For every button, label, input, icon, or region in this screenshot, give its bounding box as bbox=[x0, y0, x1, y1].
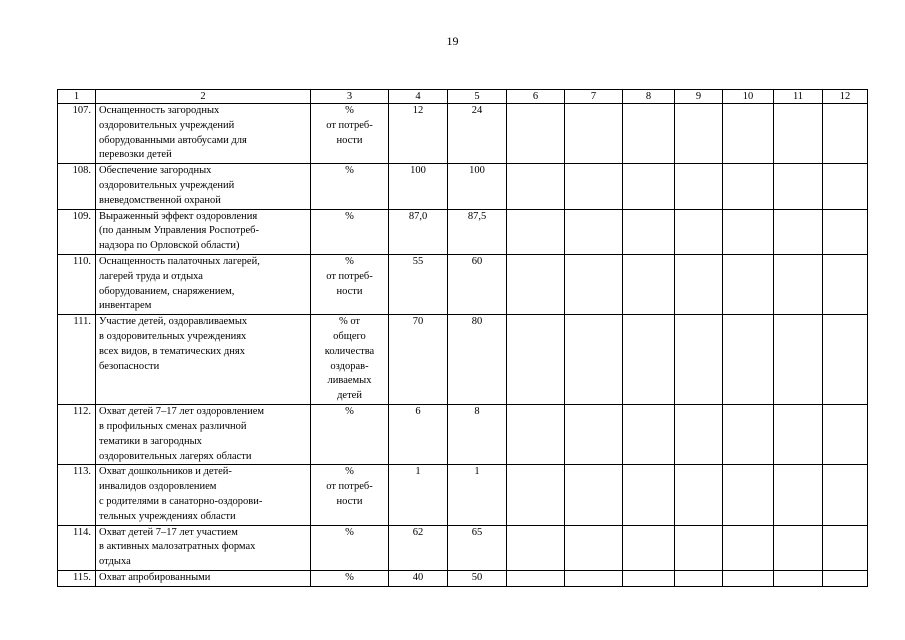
value-col-5: 50 bbox=[448, 570, 507, 586]
column-header: 6 bbox=[507, 90, 565, 104]
indicator-name-line: в профильных сменах различной bbox=[99, 420, 247, 432]
value-col-5: 100 bbox=[448, 164, 507, 209]
unit-line: % от bbox=[338, 316, 361, 328]
empty-cell-col-7 bbox=[565, 209, 623, 254]
column-header: 3 bbox=[311, 90, 389, 104]
table-row bbox=[58, 405, 868, 465]
indicator-name-line: (по данным Управления Роспотреб- bbox=[99, 225, 259, 237]
empty-cell-col-6 bbox=[507, 104, 565, 164]
indicator-name bbox=[96, 570, 311, 586]
indicator-name-line: оборудованием, снаряжением, bbox=[99, 285, 235, 297]
empty-cell-col-11 bbox=[774, 405, 823, 465]
empty-cell-col-11 bbox=[774, 209, 823, 254]
indicators-table bbox=[57, 89, 868, 587]
empty-cell-col-8 bbox=[623, 465, 675, 525]
unit-line: от потреб- bbox=[326, 119, 373, 131]
unit-cell bbox=[311, 465, 389, 525]
empty-cell-col-10 bbox=[723, 315, 774, 405]
empty-cell-col-11 bbox=[774, 570, 823, 586]
empty-cell-col-9 bbox=[675, 570, 723, 586]
empty-cell-col-6 bbox=[507, 254, 565, 314]
indicator-name-line: перевозки детей bbox=[99, 149, 172, 161]
column-header: 4 bbox=[389, 90, 448, 104]
page-number: 19 bbox=[446, 34, 459, 48]
empty-cell-col-10 bbox=[723, 209, 774, 254]
empty-cell-col-7 bbox=[565, 164, 623, 209]
empty-cell-col-9 bbox=[675, 405, 723, 465]
column-header: 5 bbox=[448, 90, 507, 104]
indicator-name-line: инвентарем bbox=[99, 300, 152, 312]
table-row bbox=[58, 254, 868, 314]
indicator-name-line: Выраженный эффект оздоровления bbox=[99, 210, 258, 222]
empty-cell-col-7 bbox=[565, 104, 623, 164]
empty-cell-col-7 bbox=[565, 315, 623, 405]
indicator-name-line: в оздоровительных учреждениях bbox=[99, 330, 247, 342]
table-row bbox=[58, 104, 868, 164]
indicator-name-line: надзора по Орловской области) bbox=[99, 240, 240, 252]
table-row bbox=[58, 570, 868, 586]
unit-line: % bbox=[345, 210, 354, 222]
empty-cell-col-6 bbox=[507, 164, 565, 209]
row-number: 114. bbox=[58, 525, 96, 570]
column-header: 1 bbox=[58, 90, 96, 104]
empty-cell-col-12 bbox=[823, 315, 868, 405]
indicator-name-line: тематики в загородных bbox=[99, 435, 202, 447]
unit-line: ности bbox=[336, 495, 363, 507]
header-row bbox=[58, 90, 868, 104]
indicator-name-line: лагерей труда и отдыха bbox=[99, 270, 203, 282]
table-row bbox=[58, 209, 868, 254]
indicator-name-line: всех видов, в тематических днях bbox=[99, 345, 245, 357]
row-number: 107. bbox=[58, 104, 96, 164]
empty-cell-col-7 bbox=[565, 254, 623, 314]
value-col-5: 8 bbox=[448, 405, 507, 465]
row-number: 110. bbox=[58, 254, 96, 314]
empty-cell-col-9 bbox=[675, 315, 723, 405]
empty-cell-col-7 bbox=[565, 405, 623, 465]
table-body bbox=[58, 90, 868, 587]
indicator-name-line: оборудованными автобусами для bbox=[99, 134, 247, 146]
empty-cell-col-7 bbox=[565, 570, 623, 586]
indicator-name-line: Участие детей, оздоравливаемых bbox=[99, 316, 248, 328]
indicator-name-line: оздоровительных лагерях области bbox=[99, 450, 252, 462]
empty-cell-col-8 bbox=[623, 104, 675, 164]
empty-cell-col-10 bbox=[723, 570, 774, 586]
indicator-name bbox=[96, 315, 311, 405]
empty-cell-col-12 bbox=[823, 525, 868, 570]
empty-cell-col-12 bbox=[823, 164, 868, 209]
indicator-name-line: Обеспечение загородных bbox=[99, 165, 212, 177]
empty-cell-col-9 bbox=[675, 254, 723, 314]
column-header: 10 bbox=[723, 90, 774, 104]
indicator-name bbox=[96, 525, 311, 570]
value-col-5: 87,5 bbox=[448, 209, 507, 254]
empty-cell-col-8 bbox=[623, 209, 675, 254]
indicator-name bbox=[96, 465, 311, 525]
empty-cell-col-10 bbox=[723, 405, 774, 465]
row-number: 111. bbox=[58, 315, 96, 405]
value-col-5: 1 bbox=[448, 465, 507, 525]
empty-cell-col-8 bbox=[623, 315, 675, 405]
empty-cell-col-11 bbox=[774, 254, 823, 314]
empty-cell-col-12 bbox=[823, 465, 868, 525]
value-col-4: 55 bbox=[389, 254, 448, 314]
unit-cell bbox=[311, 254, 389, 314]
indicator-name bbox=[96, 405, 311, 465]
empty-cell-col-12 bbox=[823, 209, 868, 254]
unit-line: % bbox=[345, 526, 354, 538]
unit-cell bbox=[311, 405, 389, 465]
indicator-name-line: Оснащенность палаточных лагерей, bbox=[99, 255, 260, 267]
unit-cell bbox=[311, 525, 389, 570]
value-col-4: 62 bbox=[389, 525, 448, 570]
empty-cell-col-11 bbox=[774, 164, 823, 209]
column-header: 8 bbox=[623, 90, 675, 104]
empty-cell-col-8 bbox=[623, 525, 675, 570]
unit-line: оздорав- bbox=[330, 360, 369, 372]
empty-cell-col-12 bbox=[823, 104, 868, 164]
value-col-4: 12 bbox=[389, 104, 448, 164]
value-col-4: 70 bbox=[389, 315, 448, 405]
empty-cell-col-9 bbox=[675, 164, 723, 209]
indicator-name-line: Охват детей 7–17 лет участием bbox=[99, 526, 238, 538]
row-number: 115. bbox=[58, 570, 96, 586]
indicator-name-line: Оснащенность загородных bbox=[99, 105, 220, 116]
indicator-name-line: с родителями в санаторно-оздорови- bbox=[99, 495, 263, 507]
empty-cell-col-12 bbox=[823, 570, 868, 586]
indicator-name-line: безопасности bbox=[99, 360, 160, 372]
indicator-name bbox=[96, 164, 311, 209]
value-col-4: 1 bbox=[389, 465, 448, 525]
empty-cell-col-12 bbox=[823, 254, 868, 314]
empty-cell-col-6 bbox=[507, 209, 565, 254]
column-header: 2 bbox=[96, 90, 311, 104]
value-col-4: 100 bbox=[389, 164, 448, 209]
indicator-name-line: в активных малозатратных формах bbox=[99, 541, 256, 553]
indicator-name bbox=[96, 254, 311, 314]
unit-line: детей bbox=[337, 390, 362, 402]
unit-cell bbox=[311, 315, 389, 405]
empty-cell-col-10 bbox=[723, 164, 774, 209]
empty-cell-col-6 bbox=[507, 315, 565, 405]
empty-cell-col-8 bbox=[623, 254, 675, 314]
empty-cell-col-12 bbox=[823, 405, 868, 465]
column-header: 11 bbox=[774, 90, 823, 104]
empty-cell-col-8 bbox=[623, 405, 675, 465]
empty-cell-col-9 bbox=[675, 525, 723, 570]
unit-line: % bbox=[345, 165, 354, 177]
value-col-5: 24 bbox=[448, 104, 507, 164]
table-row bbox=[58, 315, 868, 405]
empty-cell-col-11 bbox=[774, 104, 823, 164]
indicator-name-line: инвалидов оздоровлением bbox=[99, 481, 217, 493]
value-col-5: 65 bbox=[448, 525, 507, 570]
empty-cell-col-7 bbox=[565, 525, 623, 570]
row-number: 109. bbox=[58, 209, 96, 254]
unit-line: общего bbox=[333, 330, 366, 342]
column-header: 7 bbox=[565, 90, 623, 104]
unit-cell bbox=[311, 209, 389, 254]
indicator-name-line: тельных учреждениях области bbox=[99, 510, 236, 522]
value-col-5: 60 bbox=[448, 254, 507, 314]
unit-line: ности bbox=[336, 134, 363, 146]
unit-line: % bbox=[345, 571, 354, 583]
empty-cell-col-10 bbox=[723, 525, 774, 570]
empty-cell-col-10 bbox=[723, 465, 774, 525]
unit-line: от потреб- bbox=[326, 270, 373, 282]
indicator-name-line: Охват детей 7–17 лет оздоровлением bbox=[99, 406, 265, 418]
value-col-4: 40 bbox=[389, 570, 448, 586]
indicator-name bbox=[96, 209, 311, 254]
unit-line: % bbox=[345, 255, 354, 267]
empty-cell-col-8 bbox=[623, 570, 675, 586]
indicator-name-line: оздоровительных учреждений bbox=[99, 119, 235, 131]
empty-cell-col-11 bbox=[774, 525, 823, 570]
empty-cell-col-11 bbox=[774, 315, 823, 405]
unit-line: % bbox=[345, 406, 354, 418]
unit-cell bbox=[311, 570, 389, 586]
value-col-4: 6 bbox=[389, 405, 448, 465]
indicator-name-line: Охват дошкольников и детей- bbox=[99, 466, 232, 478]
empty-cell-col-9 bbox=[675, 104, 723, 164]
value-col-4: 87,0 bbox=[389, 209, 448, 254]
indicator-name-line: отдыха bbox=[99, 556, 131, 568]
empty-cell-col-7 bbox=[565, 465, 623, 525]
empty-cell-col-6 bbox=[507, 525, 565, 570]
empty-cell-col-6 bbox=[507, 570, 565, 586]
column-header: 12 bbox=[823, 90, 868, 104]
unit-line: ливаемых bbox=[327, 375, 372, 387]
unit-cell bbox=[311, 164, 389, 209]
unit-line: от потреб- bbox=[326, 481, 373, 493]
table-row bbox=[58, 525, 868, 570]
row-number: 113. bbox=[58, 465, 96, 525]
unit-line: количества bbox=[324, 345, 375, 357]
empty-cell-col-11 bbox=[774, 465, 823, 525]
empty-cell-col-8 bbox=[623, 164, 675, 209]
empty-cell-col-10 bbox=[723, 254, 774, 314]
indicator-name-line: вневедомственной охраной bbox=[99, 194, 221, 206]
unit-line: ности bbox=[336, 285, 363, 297]
table-row bbox=[58, 465, 868, 525]
column-header: 9 bbox=[675, 90, 723, 104]
unit-line: % bbox=[345, 466, 354, 478]
empty-cell-col-10 bbox=[723, 104, 774, 164]
empty-cell-col-9 bbox=[675, 209, 723, 254]
unit-line: % bbox=[345, 105, 354, 116]
indicator-name-line: Охват апробированными bbox=[99, 571, 211, 583]
table-row bbox=[58, 164, 868, 209]
empty-cell-col-6 bbox=[507, 465, 565, 525]
row-number: 108. bbox=[58, 164, 96, 209]
unit-cell bbox=[311, 104, 389, 164]
value-col-5: 80 bbox=[448, 315, 507, 405]
indicator-name-line: оздоровительных учреждений bbox=[99, 179, 235, 191]
row-number: 112. bbox=[58, 405, 96, 465]
empty-cell-col-6 bbox=[507, 405, 565, 465]
indicator-name bbox=[96, 104, 311, 164]
empty-cell-col-9 bbox=[675, 465, 723, 525]
